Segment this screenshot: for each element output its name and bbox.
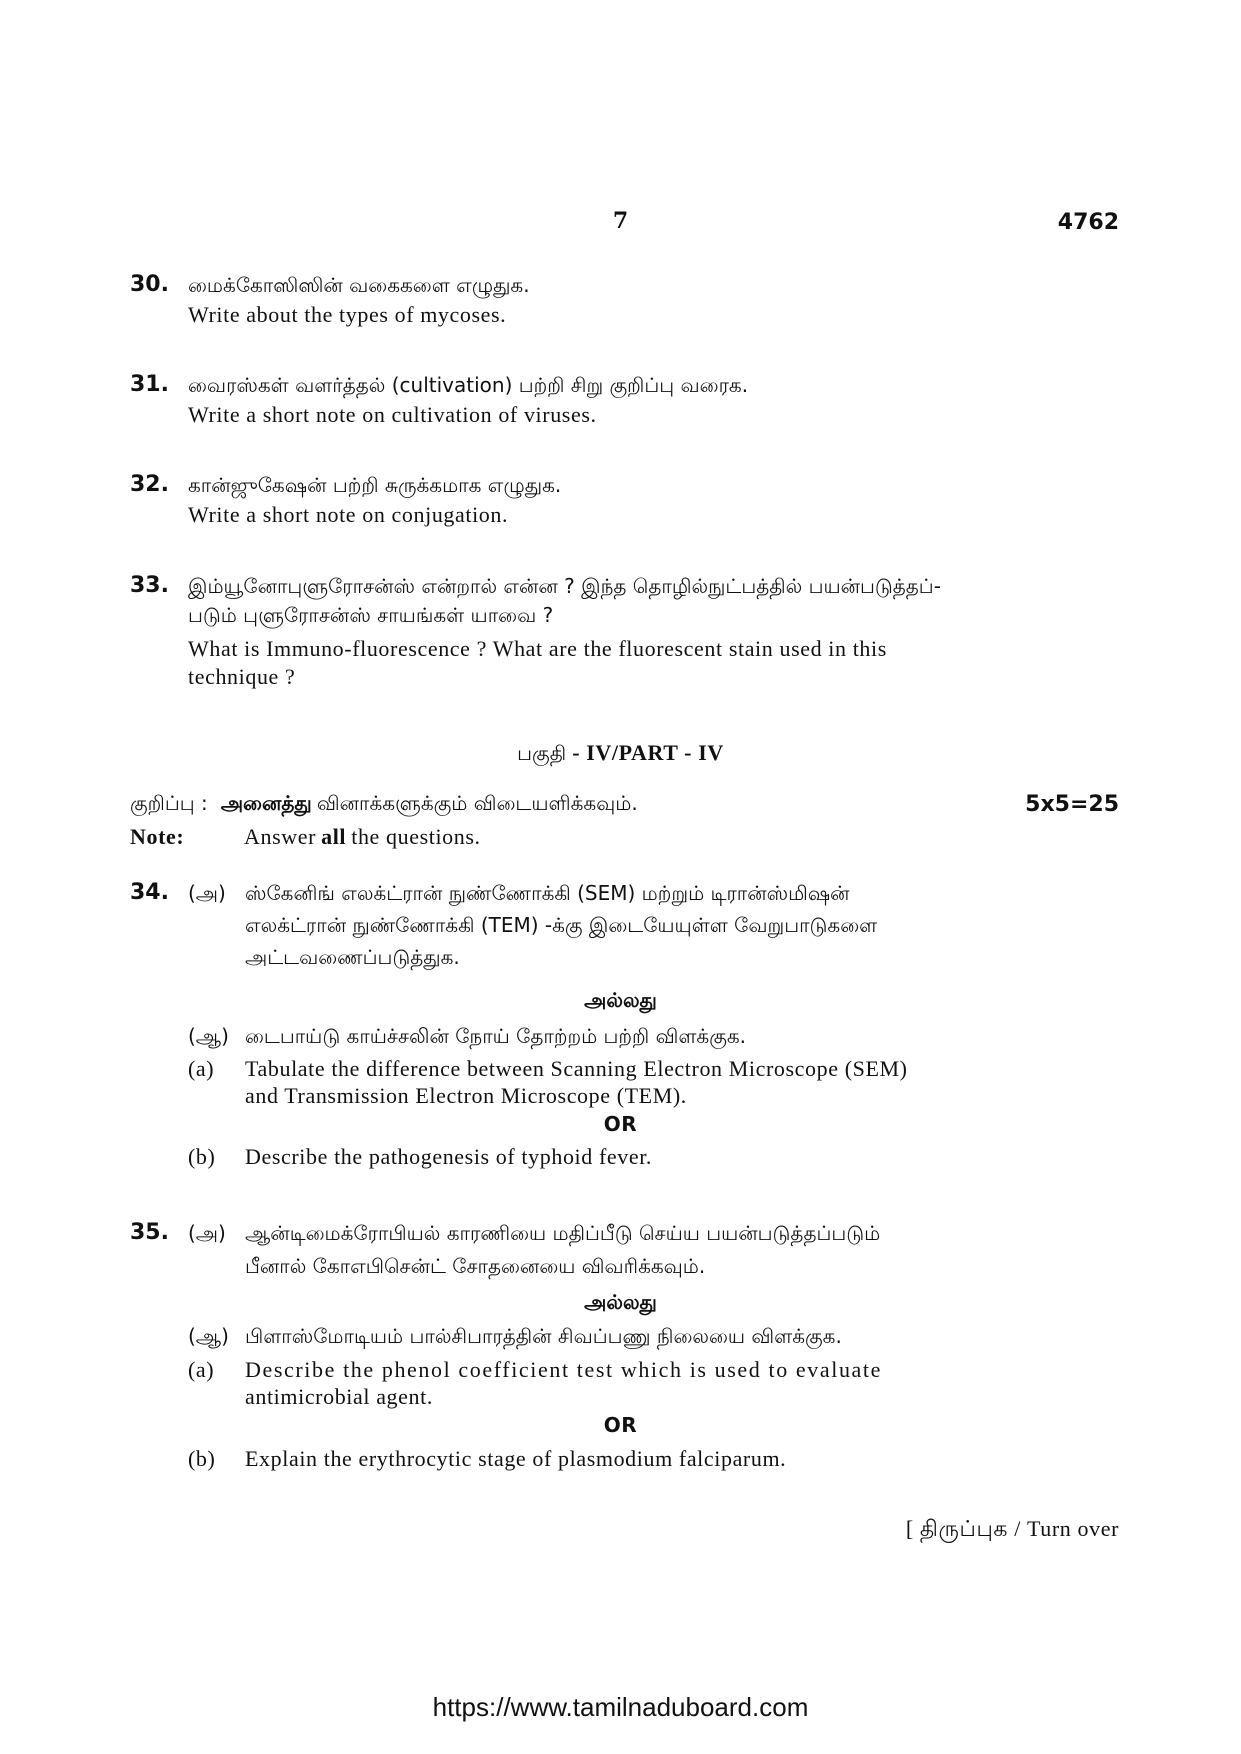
option-a-tamil-line3: அட்டவணைப்படுத்துக. [245, 945, 460, 969]
option-a-english-line1: Describe the phenol coefficient test which is used to evaluate [245, 1357, 882, 1382]
option-a-english-line2: and Transmission Electron Microscope (TEM). [245, 1083, 687, 1108]
or-english: OR [603, 1413, 638, 1437]
option-b-tamil: பிளாஸ்மோடியம் பால்சிபாரத்தின் சிவப்பணு நிலையை விளக்குக. [245, 1324, 842, 1348]
page-number: 7 [612, 208, 629, 234]
question-tamil-line2: படும் புளுரோசன்ஸ் சாயங்கள் யாவை ? [188, 603, 554, 627]
option-label: (ஆ) [188, 1324, 229, 1348]
footer-url[interactable]: https://www.tamilnaduboard.com [432, 1692, 809, 1722]
part-heading [0, 740, 1241, 768]
question-tamil: கான்ஜுகேஷன் பற்றி சுருக்கமாக எழுதுக. [188, 473, 562, 497]
question-english: Write a short note on conjugation. [188, 502, 509, 527]
option-label: (அ) [188, 881, 226, 905]
option-a-tamil-line2: பீனால் கோஎபிசென்ட் சோதனையை விவரிக்கவும். [245, 1254, 706, 1278]
or-tamil: அல்லது [584, 988, 657, 1012]
option-label: (a) [188, 1357, 215, 1382]
question-english: Write a short note on cultivation of viruses. [188, 402, 597, 427]
or-tamil: அல்லது [584, 1290, 657, 1314]
note-tamil-label: குறிப்பு : [130, 791, 208, 815]
note-tamil-rest: வினாக்களுக்கும் விடையளிக்கவும். [316, 791, 638, 815]
note-tamil-bold: அனைத்து [220, 791, 312, 815]
option-a-tamil-line1: ஆன்டிமைக்ரோபியல் காரணியை மதிப்பீடு செய்ய பயன்படுத்தப்படும் [245, 1221, 881, 1245]
question-tamil: வைரஸ்கள் வளர்த்தல் (cultivation) பற்றி சிறு குறிப்பு வரைக. [188, 373, 749, 397]
option-a-english-line2: antimicrobial agent. [245, 1384, 433, 1409]
note-english [130, 824, 481, 850]
question-number: 35. [130, 1220, 169, 1245]
note-english-pre: Answer [244, 824, 317, 849]
option-label: (a) [188, 1056, 215, 1081]
note-tamil [130, 791, 638, 818]
turn-over: [ திருப்புக / Turn over [905, 1516, 1119, 1541]
option-label: (ஆ) [188, 1024, 229, 1048]
option-b-english: Explain the erythrocytic stage of plasmodium falciparum. [245, 1446, 787, 1471]
note-english-bold: all [321, 824, 347, 849]
question-number: 32. [130, 472, 169, 497]
option-label: (அ) [188, 1221, 226, 1245]
question-number: 30. [130, 272, 169, 297]
option-label: (b) [188, 1446, 216, 1471]
option-b-tamil: டைபாய்டு காய்ச்சலின் நோய் தோற்றம் பற்றி விளக்குக. [245, 1024, 746, 1048]
question-tamil-line1: இம்யூனோபுளுரோசன்ஸ் என்றால் என்ன ? இந்த தொழில்நுட்பத்தில் பயன்படுத்தப்- [188, 574, 941, 598]
question-english-line2: technique ? [188, 664, 296, 689]
or-english: OR [603, 1112, 638, 1136]
note-english-post: the questions. [351, 824, 481, 849]
question-number: 34. [130, 880, 169, 905]
option-a-english-line1: Tabulate the difference between Scanning Electron Microscope (SEM) [245, 1056, 908, 1081]
option-b-english: Describe the pathogenesis of typhoid fever. [245, 1144, 653, 1169]
note-english-label: Note: [130, 824, 185, 849]
option-a-tamil-line1: ஸ்கேனிங் எலக்ட்ரான் நுண்ணோக்கி (SEM) மற்றும் டிரான்ஸ்மிஷன் [245, 881, 850, 905]
option-label: (b) [188, 1144, 216, 1169]
question-english: Write about the types of mycoses. [188, 302, 507, 327]
marks: 5x5=25 [1025, 792, 1119, 817]
paper-code: 4762 [1057, 210, 1119, 235]
question-number: 33. [130, 573, 169, 598]
question-number: 31. [130, 372, 169, 397]
part-heading-english: - IV/PART - IV [566, 740, 724, 765]
question-english-line1: What is Immuno-fluorescence ? What are the fluorescent stain used in this [188, 636, 887, 661]
question-tamil: மைக்கோஸிஸின் வகைகளை எழுதுக. [188, 273, 530, 297]
part-heading-tamil: பகுதி [517, 741, 567, 765]
option-a-tamil-line2: எலக்ட்ரான் நுண்ணோக்கி (TEM) -க்கு இடையேயுள்ள வேறுபாடுகளை [245, 913, 878, 937]
